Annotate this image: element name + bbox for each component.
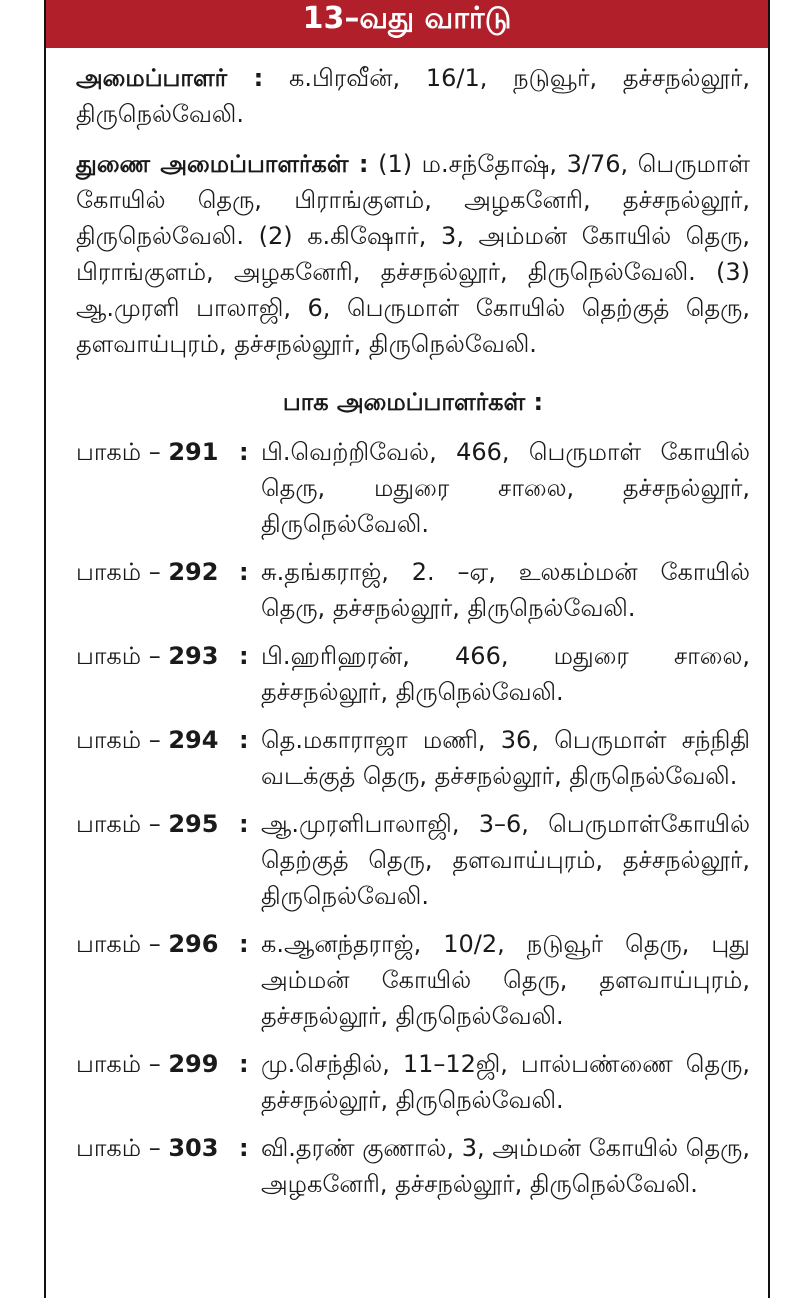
booth-key-label: பாகம் – [76, 1134, 161, 1162]
booth-key-label: பாகம் – [76, 558, 161, 586]
booth-details: சு.தங்கராஜ், 2. –ஏ, உலகம்மன் கோயில் தெரு, தச்சநல்லூர், திருநெல்வேலி. [261, 558, 750, 622]
booth-colon: : [239, 1134, 249, 1162]
booth-number: 294 [168, 726, 219, 754]
booth-key-label: பாகம் – [76, 438, 161, 466]
article-box [44, 0, 770, 1298]
convener-paragraph [76, 60, 750, 132]
booth-key [76, 554, 239, 626]
booth-key [76, 806, 239, 914]
booth-row [76, 638, 750, 710]
booth-colon: : [239, 558, 249, 586]
deputy-conveners-label: துணை அமைப்பாளர்கள் : [76, 150, 369, 178]
booth-key [76, 1046, 239, 1118]
booth-colon: : [239, 930, 249, 958]
booth-key-label: பாகம் – [76, 1050, 161, 1078]
deputy-conveners-text: (1) ம.சந்தோஷ், 3/76, பெருமாள் கோயில் தெரு, பிராங்குளம், அழகனேரி, தச்சநல்லூர், திருநெல்வேலி. (2) க.கிஷோர், 3, அம்மன் கோயில் தெரு, பிராங்குளம், அழகனேரி, தச்சநல்லூர், திருநெல்வேலி. (3) ஆ.முரளி பாலாஜி, 6, பெருமாள் கோயில் தெற்குத் தெரு, தளவாய்புரம், தச்சநல்லூர், திருநெல்வேலி. [76, 150, 750, 358]
deputy-conveners-paragraph [76, 146, 750, 362]
booth-colon: : [239, 726, 249, 754]
booth-details: பி.வெற்றிவேல், 466, பெருமாள் கோயில் தெரு, மதுரை சாலை, தச்சநல்லூர், திருநெல்வேலி. [261, 438, 750, 538]
booth-colon: : [239, 438, 249, 466]
convener-text: க.பிரவீன், 16/1, நடுவூர், தச்சநல்லூர், திருநெல்வேலி. [76, 64, 750, 128]
booth-key [76, 434, 239, 542]
booth-number: 303 [168, 1134, 219, 1162]
booth-number: 293 [168, 642, 219, 670]
booth-row [76, 806, 750, 914]
booth-row [76, 926, 750, 1034]
booth-key [76, 1130, 239, 1202]
booth-number: 292 [168, 558, 219, 586]
booth-key-label: பாகம் – [76, 810, 161, 838]
booth-number: 296 [168, 930, 219, 958]
booth-number: 299 [168, 1050, 219, 1078]
booth-row [76, 722, 750, 794]
ward-title: 13–வது வார்டு [46, 0, 768, 48]
booth-key-label: பாகம் – [76, 642, 161, 670]
booth-list [76, 434, 750, 1202]
article-content [76, 60, 750, 1214]
booth-key [76, 926, 239, 1034]
booth-heading: பாக அமைப்பாளர்கள் : [282, 388, 544, 416]
booth-colon: : [239, 642, 249, 670]
booth-key-label: பாகம் – [76, 930, 161, 958]
booth-details: தெ.மகாராஜா மணி, 36, பெருமாள் சந்நிதி வடக்குத் தெரு, தச்சநல்லூர், திருநெல்வேலி. [261, 726, 750, 790]
booth-key-label: பாகம் – [76, 726, 161, 754]
booth-key [76, 722, 239, 794]
booth-row [76, 1130, 750, 1202]
booth-colon: : [239, 810, 249, 838]
booth-details: க.ஆனந்தராஜ், 10/2, நடுவூர் தெரு, புது அம்மன் கோயில் தெரு, தளவாய்புரம், தச்சநல்லூர், திருநெல்வேலி. [261, 930, 750, 1030]
booth-details: ஆ.முரளிபாலாஜி, 3–6, பெருமாள்கோயில் தெற்குத் தெரு, தளவாய்புரம், தச்சநல்லூர், திருநெல்வேலி. [261, 810, 750, 910]
booth-row [76, 434, 750, 542]
booth-colon: : [239, 1050, 249, 1078]
booth-row [76, 554, 750, 626]
booth-number: 295 [168, 810, 219, 838]
booth-details: மு.செந்தில், 11–12ஜி, பால்பண்ணை தெரு, தச்சநல்லூர், திருநெல்வேலி. [261, 1050, 750, 1114]
booth-details: வி.தரண் குணால், 3, அம்மன் கோயில் தெரு, அழகனேரி, தச்சநல்லூர், திருநெல்வேலி. [261, 1134, 750, 1198]
booth-details: பி.ஹரிஹரன், 466, மதுரை சாலை, தச்சநல்லூர், திருநெல்வேலி. [261, 642, 750, 706]
booth-row [76, 1046, 750, 1118]
booth-number: 291 [168, 438, 219, 466]
booth-key [76, 638, 239, 710]
convener-label: அமைப்பாளர் : [76, 64, 264, 92]
